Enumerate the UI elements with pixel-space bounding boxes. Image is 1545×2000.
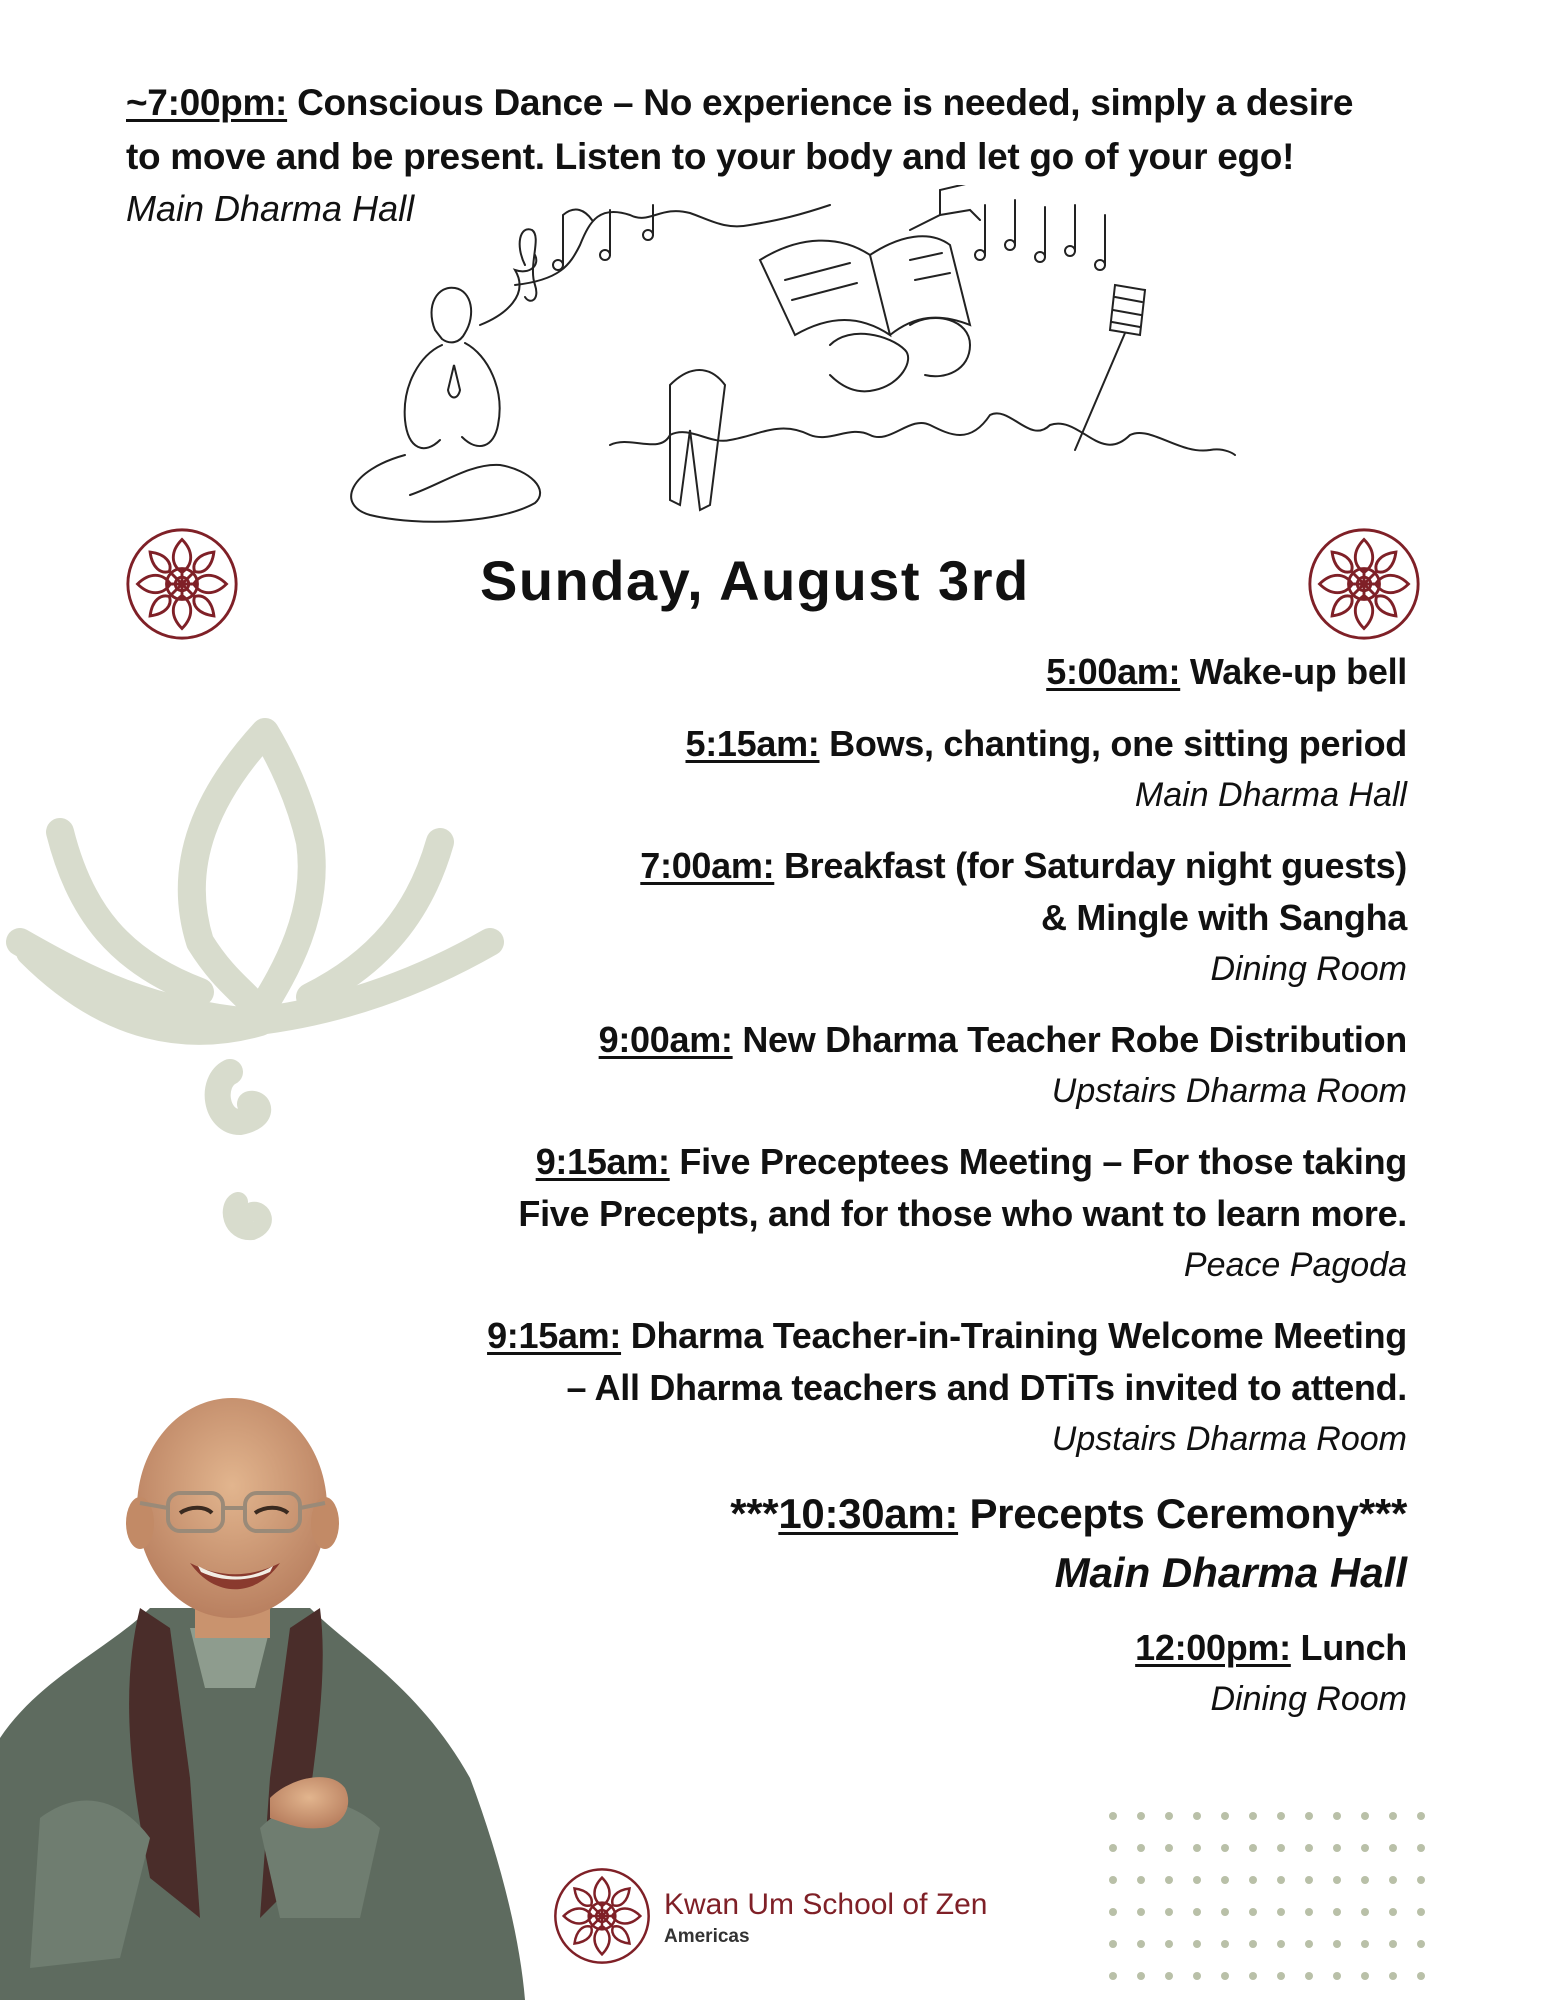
schedule-item-text: New Dharma Teacher Robe Distribution bbox=[732, 1019, 1407, 1060]
monk-photo bbox=[0, 1358, 540, 2000]
decorative-dot bbox=[1305, 1876, 1313, 1884]
decorative-dot bbox=[1193, 1940, 1201, 1948]
schedule-item-location: Dining Room bbox=[1210, 950, 1407, 988]
decorative-dot bbox=[1249, 1812, 1257, 1820]
schedule-item bbox=[207, 1136, 1407, 1290]
schedule-item-line bbox=[207, 1310, 1407, 1362]
schedule-item bbox=[207, 840, 1407, 994]
decorative-dot bbox=[1137, 1812, 1145, 1820]
decorative-dot bbox=[1165, 1908, 1173, 1916]
line-art-meditation-music-icon bbox=[330, 185, 1240, 545]
top-event-text-1: Conscious Dance – No experience is needed, simply a desire bbox=[287, 82, 1354, 123]
schedule-item-line-2: Five Precepts, and for those who want to learn more. bbox=[518, 1193, 1407, 1234]
decorative-dot bbox=[1193, 1844, 1201, 1852]
schedule-item-location: Peace Pagoda bbox=[1183, 1246, 1407, 1284]
decorative-dot bbox=[1333, 1908, 1341, 1916]
schedule-item-time: 10:30am: bbox=[778, 1490, 959, 1537]
decorative-dot bbox=[1277, 1972, 1285, 1980]
decorative-dot bbox=[1249, 1940, 1257, 1948]
schedule-item-time: 12:00pm: bbox=[1135, 1627, 1291, 1668]
schedule-item-time: 5:00am: bbox=[1046, 651, 1181, 692]
decorative-dot bbox=[1137, 1876, 1145, 1884]
decorative-dot bbox=[1221, 1844, 1229, 1852]
decorative-dot bbox=[1333, 1876, 1341, 1884]
decorative-dot bbox=[1333, 1812, 1341, 1820]
decorative-dot bbox=[1165, 1844, 1173, 1852]
decorative-dot bbox=[1361, 1812, 1369, 1820]
decorative-dot bbox=[1361, 1940, 1369, 1948]
decorative-dot bbox=[1361, 1908, 1369, 1916]
decorative-dot bbox=[1277, 1812, 1285, 1820]
dharma-wheel-lotus-icon bbox=[1306, 526, 1422, 642]
decorative-dot bbox=[1193, 1876, 1201, 1884]
dot-grid-decoration bbox=[1105, 1808, 1445, 1988]
schedule-item-text: Five Preceptees Meeting – For those taking bbox=[669, 1141, 1407, 1182]
decorative-dot bbox=[1361, 1876, 1369, 1884]
schedule-item-time: 9:15am: bbox=[487, 1315, 622, 1356]
decorative-dot bbox=[1109, 1876, 1117, 1884]
decorative-dot bbox=[1333, 1972, 1341, 1980]
decorative-dot bbox=[1389, 1876, 1397, 1884]
decorative-dot bbox=[1361, 1844, 1369, 1852]
decorative-dot bbox=[1389, 1972, 1397, 1980]
decorative-dot bbox=[1417, 1876, 1425, 1884]
decorative-dot bbox=[1249, 1844, 1257, 1852]
schedule-item bbox=[207, 646, 1407, 698]
decorative-dot bbox=[1417, 1972, 1425, 1980]
decorative-dot bbox=[1417, 1844, 1425, 1852]
schedule-item-time: 7:00am: bbox=[640, 845, 775, 886]
logo-name: Kwan Um School of Zen bbox=[664, 1888, 988, 1921]
decorative-dot bbox=[1249, 1972, 1257, 1980]
decorative-dot bbox=[1221, 1876, 1229, 1884]
decorative-dot bbox=[1389, 1844, 1397, 1852]
decorative-dot bbox=[1305, 1812, 1313, 1820]
decorative-dot bbox=[1417, 1940, 1425, 1948]
schedule-item-location: Upstairs Dharma Room bbox=[1051, 1072, 1407, 1110]
schedule-item-location: Upstairs Dharma Room bbox=[1051, 1420, 1407, 1458]
decorative-dot bbox=[1333, 1844, 1341, 1852]
decorative-dot bbox=[1137, 1844, 1145, 1852]
top-event-line-1 bbox=[126, 76, 1426, 130]
decorative-dot bbox=[1249, 1908, 1257, 1916]
decorative-dot bbox=[1109, 1940, 1117, 1948]
decorative-dot bbox=[1305, 1908, 1313, 1916]
decorative-dot bbox=[1389, 1812, 1397, 1820]
schedule-item-text: Breakfast (for Saturday night guests) bbox=[774, 845, 1407, 886]
top-event-location: Main Dharma Hall bbox=[126, 188, 415, 229]
schedule-item-line bbox=[207, 840, 1407, 892]
schedule-item-text: Wake-up bell bbox=[1180, 651, 1407, 692]
top-event-line-2: to move and be present. Listen to your body and let go of your ego! bbox=[126, 136, 1295, 177]
decorative-dot bbox=[1305, 1940, 1313, 1948]
decorative-dot bbox=[1221, 1972, 1229, 1980]
decorative-dot bbox=[1249, 1876, 1257, 1884]
decorative-dot bbox=[1305, 1844, 1313, 1852]
schedule-item-line bbox=[207, 718, 1407, 770]
decorative-dot bbox=[1221, 1908, 1229, 1916]
schedule-item-line-2: & Mingle with Sangha bbox=[1040, 897, 1407, 938]
logo-subtitle: Americas bbox=[664, 1926, 750, 1947]
decorative-dot bbox=[1109, 1972, 1117, 1980]
decorative-dot bbox=[1137, 1908, 1145, 1916]
decorative-dot bbox=[1193, 1908, 1201, 1916]
decorative-dot bbox=[1361, 1972, 1369, 1980]
decorative-dot bbox=[1165, 1812, 1173, 1820]
decorative-dot bbox=[1137, 1940, 1145, 1948]
decorative-dot bbox=[1221, 1940, 1229, 1948]
schedule-item-prefix: *** bbox=[730, 1490, 779, 1537]
decorative-dot bbox=[1389, 1940, 1397, 1948]
schedule-item bbox=[207, 718, 1407, 820]
decorative-dot bbox=[1193, 1812, 1201, 1820]
schedule-item-text: Precepts Ceremony*** bbox=[958, 1490, 1407, 1537]
decorative-dot bbox=[1109, 1844, 1117, 1852]
decorative-dot bbox=[1417, 1908, 1425, 1916]
schedule-item bbox=[207, 1014, 1407, 1116]
decorative-dot bbox=[1277, 1940, 1285, 1948]
dharma-wheel-lotus-icon bbox=[552, 1866, 652, 1966]
schedule-item-time: 9:00am: bbox=[598, 1019, 733, 1060]
day-heading: Sunday, August 3rd bbox=[480, 549, 1030, 612]
decorative-dot bbox=[1165, 1876, 1173, 1884]
decorative-dot bbox=[1305, 1972, 1313, 1980]
dharma-wheel-lotus-icon bbox=[124, 526, 240, 642]
schedule-item-line bbox=[207, 1014, 1407, 1066]
schedule-item-line-2: – All Dharma teachers and DTiTs invited to attend. bbox=[566, 1367, 1407, 1408]
schedule-item-location: Main Dharma Hall bbox=[1054, 1549, 1407, 1596]
decorative-dot bbox=[1109, 1908, 1117, 1916]
decorative-dot bbox=[1165, 1940, 1173, 1948]
decorative-dot bbox=[1277, 1876, 1285, 1884]
schedule-item-text: Dharma Teacher-in-Training Welcome Meeting bbox=[621, 1315, 1407, 1356]
schedule-item-time: 5:15am: bbox=[685, 723, 820, 764]
schedule-item-location: Dining Room bbox=[1210, 1680, 1407, 1718]
decorative-dot bbox=[1109, 1812, 1117, 1820]
decorative-dot bbox=[1277, 1908, 1285, 1916]
decorative-dot bbox=[1193, 1972, 1201, 1980]
decorative-dot bbox=[1389, 1908, 1397, 1916]
decorative-dot bbox=[1221, 1812, 1229, 1820]
decorative-dot bbox=[1165, 1972, 1173, 1980]
schedule-item-location: Main Dharma Hall bbox=[1134, 776, 1407, 814]
decorative-dot bbox=[1333, 1940, 1341, 1948]
schedule-item-text: Bows, chanting, one sitting period bbox=[819, 723, 1407, 764]
schedule-item-text: Lunch bbox=[1290, 1627, 1407, 1668]
decorative-dot bbox=[1277, 1844, 1285, 1852]
schedule-item-line bbox=[207, 1136, 1407, 1188]
schedule-item-line bbox=[207, 646, 1407, 698]
decorative-dot bbox=[1417, 1812, 1425, 1820]
decorative-dot bbox=[1137, 1972, 1145, 1980]
top-event-time: ~7:00pm: bbox=[126, 82, 288, 123]
schedule-item-time: 9:15am: bbox=[535, 1141, 670, 1182]
